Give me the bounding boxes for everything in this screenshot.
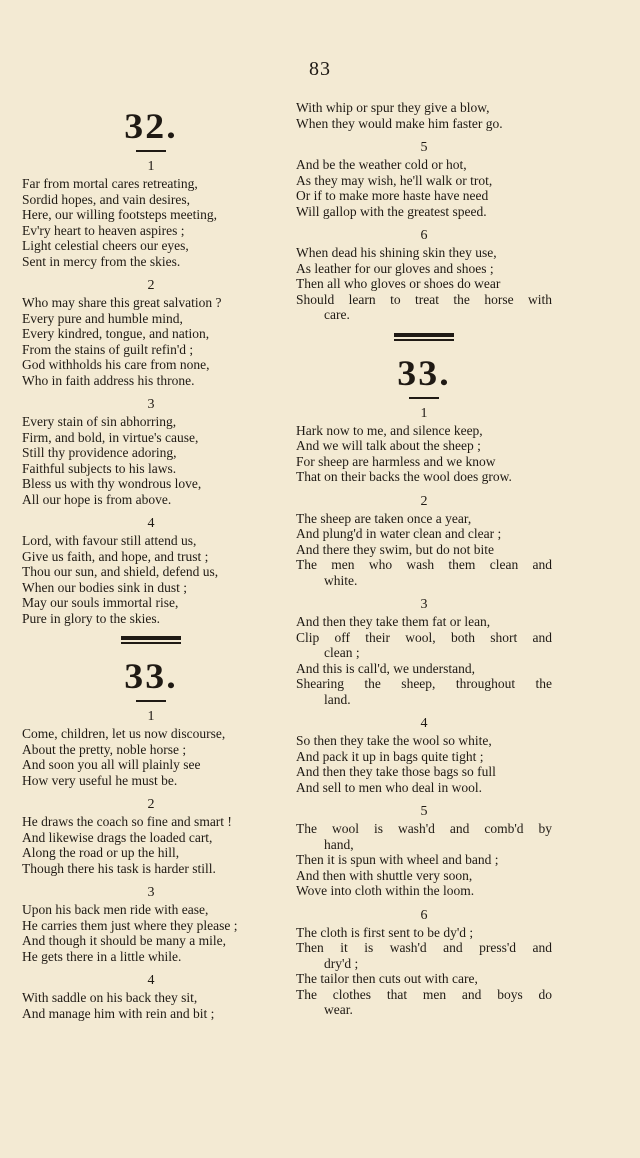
verse-line: Wove into cloth within the loom. [296, 883, 475, 898]
verse-line: Every kindred, tongue, and nation, [22, 326, 210, 341]
verse-line: Faithful subjects to his laws. [22, 460, 177, 476]
stanza [22, 515, 280, 626]
verse-line: When our bodies sink in dust ; [22, 579, 187, 595]
verse-line: Along the road or up the hill, [22, 845, 180, 860]
verse-line: Who may share this great salvation ? [22, 295, 222, 310]
stanza [296, 803, 552, 899]
verse-line: And this is call'd, we understand, [296, 660, 476, 676]
verse-line: Sordid hopes, and vain desires, [22, 191, 190, 207]
stanza-number: 5 [420, 140, 428, 155]
stanza-number: 3 [420, 597, 428, 612]
stanza [22, 884, 280, 964]
stanza-number: 3 [147, 885, 155, 900]
stanza-number: 1 [420, 405, 428, 421]
verse-line: Or if to make more haste have need [296, 188, 489, 203]
verse-line: And soon you all will plainly see [22, 757, 201, 772]
stanza-number: 1 [147, 159, 155, 174]
verse-line-continuation: hand, [324, 836, 354, 852]
verse-line: When they would make him faster go. [296, 115, 503, 131]
verse-line: And manage him with rein and bit ; [22, 1005, 215, 1021]
section-divider [394, 333, 454, 341]
verse-line: When dead his shining skin they use, [296, 245, 497, 260]
stanza-number: 1 [147, 709, 155, 724]
stanza [22, 158, 280, 269]
verse-line: Lord, with favour still attend us, [22, 533, 197, 548]
divider [136, 700, 166, 702]
hymn-number: 33. [397, 352, 451, 393]
verse-line-continuation: wear. [324, 1002, 353, 1017]
verse-line: The sheep are taken once a year, [296, 510, 472, 526]
verse-line: Give us faith, and hope, and trust ; [22, 548, 209, 564]
verse-line: Far from mortal cares retreating, [22, 176, 198, 191]
verse-line: And then they take them fat or lean, [296, 614, 491, 629]
verse-line: Who in faith address his throne. [22, 372, 195, 388]
right-column [296, 100, 552, 1026]
verse-line-continuation: land. [324, 691, 351, 707]
page-number: 83 [309, 58, 331, 80]
verse-line: As they may wish, he'll walk or trot, [296, 172, 493, 188]
verse-line: From the stains of guilt refin'd ; [22, 341, 194, 357]
stanza-number: 3 [147, 397, 155, 412]
verse-line: Shearing the sheep, throughout the [296, 676, 552, 691]
verse-line: God withholds his care from none, [22, 357, 210, 372]
verse-line: The cloth is first sent to be dy'd ; [296, 924, 474, 940]
verse-line: Should learn to treat the horse with [296, 291, 552, 307]
stanza [296, 100, 552, 131]
stanza-number: 2 [147, 797, 155, 812]
stanza [296, 493, 552, 589]
verse-line: So then they take the wool so white, [296, 733, 492, 748]
verse-line: He carries them just where they please ; [22, 917, 238, 933]
verse-line: Though there his task is harder still. [22, 860, 216, 876]
verse-line: Firm, and bold, in virtue's cause, [22, 429, 199, 445]
stanza-number: 4 [147, 516, 155, 531]
verse-line: Pure in glory to the skies. [22, 610, 160, 626]
stanza [296, 227, 552, 323]
verse-line-continuation: dry'd ; [324, 955, 359, 971]
verse-line: And we will talk about the sheep ; [296, 438, 481, 453]
verse-line: About the pretty, noble horse ; [22, 741, 187, 757]
verse-line: And pack it up in bags quite tight ; [296, 748, 484, 764]
verse-line: Clip off their wool, both short and [296, 629, 552, 645]
verse-line: And then with shuttle very soon, [296, 867, 473, 883]
divider [136, 150, 166, 152]
verse-line: With whip or spur they give a blow, [296, 100, 490, 115]
stanza [296, 907, 552, 1018]
hymn-number: 32. [124, 106, 178, 146]
verse-line: The wool is wash'd and comb'd by [296, 821, 552, 836]
left-column [22, 100, 280, 1029]
section-divider [121, 636, 181, 644]
verse-line-continuation: care. [324, 307, 350, 322]
verse-line: All our hope is from above. [22, 491, 172, 507]
verse-line: Then it is wash'd and press'd and [296, 940, 552, 955]
verse-line: That on their backs the wool does grow. [296, 469, 512, 484]
verse-line: Come, children, let us now discourse, [22, 726, 226, 741]
verse-line: For sheep are harmless and we know [296, 453, 496, 469]
verse-line: With saddle on his back they sit, [22, 990, 198, 1005]
stanza [22, 972, 280, 1021]
stanza-number: 6 [420, 228, 428, 243]
verse-line: And then they take those bags so full [296, 764, 496, 779]
verse-line: Sent in mercy from the skies. [22, 253, 181, 269]
verse-line: Then all who gloves or shoes do wear [296, 276, 501, 291]
verse-line: The clothes that men and boys do [296, 986, 552, 1002]
verse-line: And sell to men who deal in wool. [296, 779, 482, 795]
hymn-number: 33. [124, 656, 178, 696]
verse-line: Ev'ry heart to heaven aspires ; [22, 222, 185, 238]
verse-line: He draws the coach so fine and smart ! [22, 814, 232, 829]
divider [409, 397, 439, 399]
stanza-number: 4 [147, 973, 155, 988]
verse-line: Light celestial cheers our eyes, [22, 238, 189, 253]
verse-line: May our souls immortal rise, [22, 595, 179, 610]
stanza [22, 277, 280, 388]
stanza-number: 2 [147, 278, 155, 293]
verse-line: The tailor then cuts out with care, [296, 971, 478, 986]
stanza-number: 4 [420, 716, 428, 731]
verse-line: Still thy providence adoring, [22, 445, 177, 460]
stanza [296, 715, 552, 795]
stanza [296, 405, 552, 485]
verse-line: Hark now to me, and silence keep, [296, 422, 483, 438]
verse-line: Every stain of sin abhorring, [22, 414, 177, 429]
verse-line: And there they swim, but do not bite [296, 541, 494, 557]
verse-line: And likewise drags the loaded cart, [22, 829, 213, 845]
stanza [296, 596, 552, 707]
stanza-number: 2 [420, 493, 428, 509]
stanza [296, 139, 552, 219]
verse-line: Will gallop with the greatest speed. [296, 203, 487, 219]
verse-line: And though it should be many a mile, [22, 933, 226, 948]
verse-line: Here, our willing footsteps meeting, [22, 207, 217, 222]
verse-line-continuation: clean ; [324, 645, 360, 660]
stanza [22, 396, 280, 507]
verse-line: As leather for our gloves and shoes ; [296, 260, 494, 276]
verse-line: How very useful he must be. [22, 772, 178, 788]
verse-line: Every pure and humble mind, [22, 310, 183, 326]
verse-line: The men who wash them clean and [296, 557, 552, 572]
stanza-number: 5 [420, 804, 428, 819]
stanza-number: 6 [420, 907, 428, 923]
verse-line: Bless us with thy wondrous love, [22, 476, 202, 491]
verse-line: Upon his back men ride with ease, [22, 902, 209, 917]
stanza [22, 708, 280, 788]
stanza [22, 796, 280, 876]
verse-line: And plung'd in water clean and clear ; [296, 526, 502, 541]
verse-line: He gets there in a little while. [22, 948, 182, 964]
verse-line-continuation: white. [324, 572, 358, 588]
verse-line: And be the weather cold or hot, [296, 157, 467, 172]
verse-line: Thou our sun, and shield, defend us, [22, 564, 219, 579]
verse-line: Then it is spun with wheel and band ; [296, 852, 499, 867]
